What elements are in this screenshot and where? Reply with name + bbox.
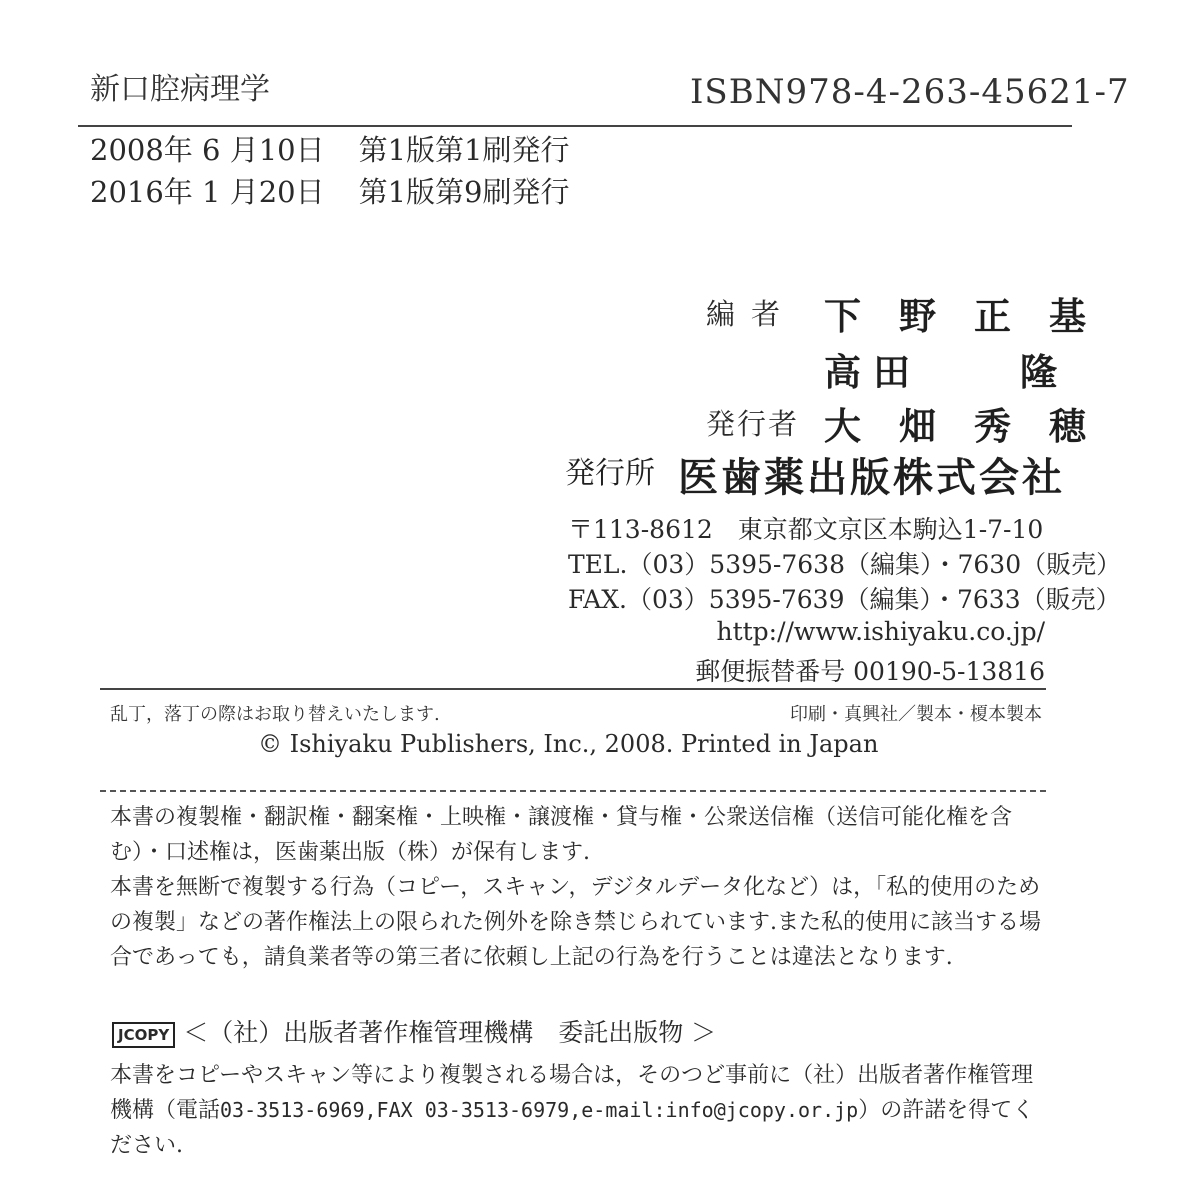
tel: TEL.（03）5395-7638（編集）・7630（販売） [568, 550, 1122, 579]
publisher-person-label: 発行者 [706, 407, 800, 441]
rights-line-2: 本書を無断で複製する行為（コピー，スキャン，デジタルデータ化など）は，「私的使用のための複製」などの著作権法上の限られた例外を除き禁じられています.また私的使用に該当する場合であっても，請負業者等の第三者に依頼し上記の行為を行うことは違法となります. [110, 875, 1041, 970]
postal-transfer: 郵便振替番号 00190-5-13816 [695, 657, 1045, 686]
isbn: ISBN978-4-263-45621-7 [690, 72, 1130, 112]
editor-name-1: 下野正基 [824, 294, 1124, 338]
jcopy-heading-row [112, 1013, 716, 1049]
edition-label: 第1版第1刷発行 [358, 133, 570, 167]
edition-label: 第1版第9刷発行 [358, 175, 570, 209]
fax: FAX.（03）5395-7639（編集）・7633（販売） [568, 585, 1121, 614]
defect-note: 乱丁，落丁の際はお取り替えいたします. [110, 704, 440, 725]
edition-row-1 [90, 128, 570, 169]
jcopy-text-a: 本書をコピーやスキャン等により複製される場合は，そのつど事前に（社）出版者著作権管理機構（電話 [110, 1063, 1034, 1123]
dashed-divider [100, 790, 1046, 792]
rights-line-1: 本書の複製権・翻訳権・翻案権・上映権・譲渡権・貸与権・公衆送信権（送信可能化権を含む）・口述権は，医歯薬出版（株）が保有します. [110, 805, 1013, 865]
jcopy-heading: ＜（社）出版者著作権管理機構 委託出版物 ＞ [183, 1018, 717, 1047]
publisher-name: 医歯薬出版株式会社 [678, 454, 1065, 501]
jcopy-notice [110, 1058, 1050, 1163]
jcopy-logo: JCOPY [112, 1022, 175, 1048]
editor-name-2: 高田 隆 [824, 350, 1069, 394]
edition-date: 2008年 6 月10日 [90, 133, 325, 167]
copyright: © Ishiyaku Publishers, Inc., 2008. Printed in Japan [258, 730, 879, 758]
book-title: 新口腔病理学 [90, 72, 270, 107]
edition-row-2 [90, 170, 570, 211]
contact-divider [100, 688, 1046, 690]
publisher-person-name: 大畑秀穂 [824, 404, 1124, 448]
header-divider [78, 125, 1072, 127]
printing-credit: 印刷・真興社／製本・榎本製本 [790, 704, 1042, 725]
edition-date: 2016年 1 月20日 [90, 175, 325, 209]
rights-notice [110, 800, 1050, 975]
jcopy-contact: 03-3513-6969,FAX 03-3513-6979,e-mail:info@jcopy.or.jp [220, 1098, 859, 1122]
website-url: http://www.ishiyaku.co.jp/ [716, 617, 1045, 646]
address: 〒113-8612 東京都文京区本駒込1-7-10 [568, 515, 1044, 544]
publisher-label: 発行所 [565, 456, 655, 491]
jcopy-text-b: ）の許諾を得てください. [110, 1098, 1035, 1158]
editor-label: 編者 [706, 297, 797, 331]
